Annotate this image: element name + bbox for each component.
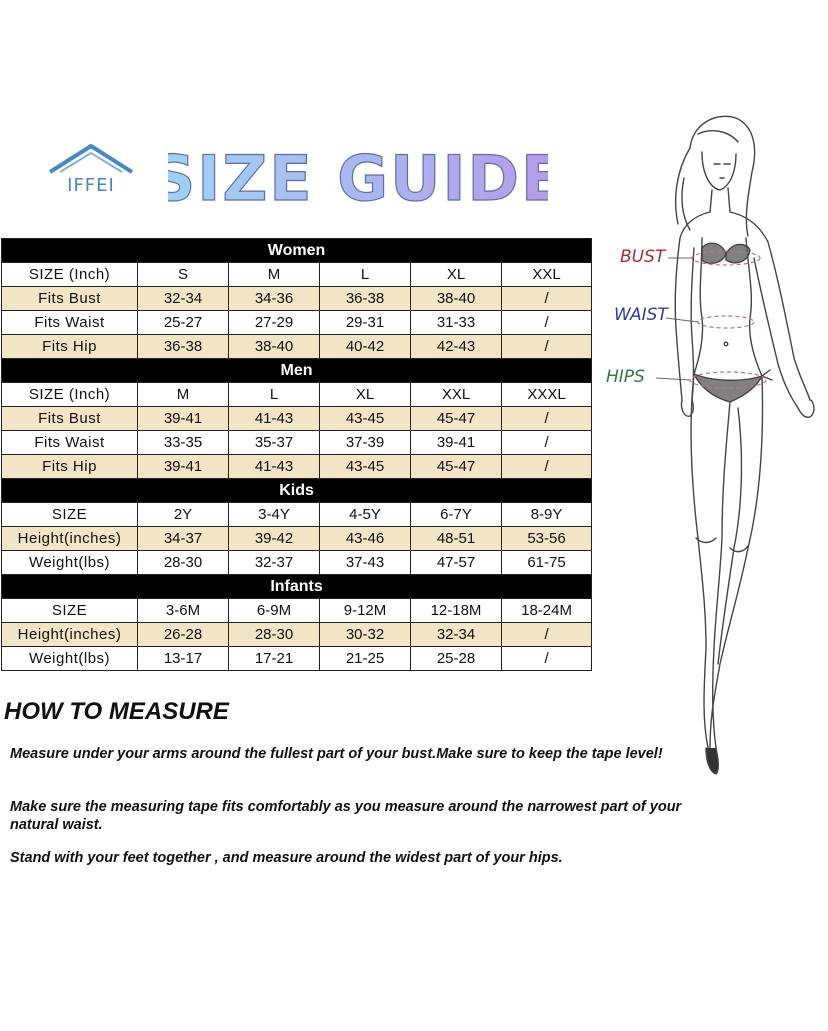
table-row	[2, 623, 592, 647]
woman-sketch-illustration	[598, 108, 828, 780]
measurement-cell: 34-37	[138, 527, 229, 551]
table-row	[2, 287, 592, 311]
measurement-cell: 32-34	[138, 287, 229, 311]
measurement-cell: 43-45	[320, 407, 411, 431]
measurement-cell: 32-34	[411, 623, 502, 647]
table-row	[2, 311, 592, 335]
measurement-cell: 39-41	[411, 431, 502, 455]
hips-instruction: Stand with your feet together , and measure around the widest part of your hips.	[10, 850, 563, 866]
measurement-cell: 38-40	[411, 287, 502, 311]
measurement-cell: 30-32	[320, 623, 411, 647]
size-header-cell: 9-12M	[320, 599, 411, 623]
measurement-cell: /	[502, 335, 592, 359]
table-row	[2, 527, 592, 551]
size-chart-table	[1, 238, 592, 671]
measurement-cell: 34-36	[229, 287, 320, 311]
measurement-cell: 27-29	[229, 311, 320, 335]
size-header-cell: 12-18M	[411, 599, 502, 623]
measurement-cell: 29-31	[320, 311, 411, 335]
women-section-header	[2, 239, 592, 263]
measurement-cell: /	[502, 407, 592, 431]
size-header-cell: 8-9Y	[502, 503, 592, 527]
table-row	[2, 455, 592, 479]
measurement-cell: 31-33	[411, 311, 502, 335]
measurement-cell: 37-43	[320, 551, 411, 575]
measurement-cell: 45-47	[411, 455, 502, 479]
row-label: SIZE	[2, 503, 138, 527]
size-header-cell: 3-4Y	[229, 503, 320, 527]
size-header-cell: XXL	[502, 263, 592, 287]
waist-instruction: Make sure the measuring tape fits comfortably as you measure around the narrowest part of your natural waist.	[10, 799, 682, 833]
measurement-cell: 47-57	[411, 551, 502, 575]
men-section-header	[2, 359, 592, 383]
infants-size-header-row	[2, 599, 592, 623]
size-header-cell: S	[138, 263, 229, 287]
hips-label: HIPS	[606, 367, 645, 387]
measurement-cell: /	[502, 311, 592, 335]
page-title	[168, 128, 548, 218]
measurement-cell: 38-40	[229, 335, 320, 359]
measurement-cell: 33-35	[138, 431, 229, 455]
measurement-cell: 40-42	[320, 335, 411, 359]
size-header-cell: 6-9M	[229, 599, 320, 623]
size-header-cell: XXL	[411, 383, 502, 407]
measurement-cell: 36-38	[320, 287, 411, 311]
size-guide-title: SIZE GUIDE	[168, 142, 548, 215]
measurement-cell: 21-25	[320, 647, 411, 671]
measurement-cell: 25-28	[411, 647, 502, 671]
measurement-cell: 35-37	[229, 431, 320, 455]
measurement-cell: 41-43	[229, 455, 320, 479]
bust-label: BUST	[620, 247, 666, 267]
row-label: Fits Bust	[2, 407, 138, 431]
size-header-cell: L	[320, 263, 411, 287]
size-header-cell: XL	[411, 263, 502, 287]
measurement-cell: 32-37	[229, 551, 320, 575]
measurement-cell: 41-43	[229, 407, 320, 431]
size-header-cell: M	[138, 383, 229, 407]
row-label: Fits Hip	[2, 455, 138, 479]
measurement-cell: 28-30	[229, 623, 320, 647]
measurement-cell: 26-28	[138, 623, 229, 647]
brand-name: IFFEI	[67, 175, 115, 196]
measurement-cell: 43-46	[320, 527, 411, 551]
size-header-cell: 18-24M	[502, 599, 592, 623]
size-header-cell: 2Y	[138, 503, 229, 527]
measurement-cell: 17-21	[229, 647, 320, 671]
women-size-header-row	[2, 263, 592, 287]
kids-size-header-row	[2, 503, 592, 527]
measurement-cell: /	[502, 287, 592, 311]
measurement-cell: 45-47	[411, 407, 502, 431]
waist-label: WAIST	[614, 305, 668, 325]
row-label: SIZE	[2, 599, 138, 623]
row-label: Fits Waist	[2, 311, 138, 335]
size-header-cell: 4-5Y	[320, 503, 411, 527]
row-label: Fits Bust	[2, 287, 138, 311]
size-header-cell: XXXL	[502, 383, 592, 407]
table-row	[2, 431, 592, 455]
table-row	[2, 407, 592, 431]
section-title: Kids	[2, 479, 592, 503]
row-label: SIZE (Inch)	[2, 263, 138, 287]
size-header-cell: L	[229, 383, 320, 407]
table-row	[2, 551, 592, 575]
row-label: Fits Hip	[2, 335, 138, 359]
measurement-cell: /	[502, 647, 592, 671]
measurement-cell: 39-41	[138, 455, 229, 479]
section-title: Men	[2, 359, 592, 383]
measurement-cell: /	[502, 431, 592, 455]
measurement-cell: 28-30	[138, 551, 229, 575]
men-size-header-row	[2, 383, 592, 407]
measurement-cell: 25-27	[138, 311, 229, 335]
row-label: Weight(lbs)	[2, 551, 138, 575]
measurement-cell: 36-38	[138, 335, 229, 359]
measurement-cell: /	[502, 455, 592, 479]
measurement-cell: 13-17	[138, 647, 229, 671]
measurement-cell: 43-45	[320, 455, 411, 479]
kids-section-header	[2, 479, 592, 503]
size-header-cell: 6-7Y	[411, 503, 502, 527]
body-measurement-figure	[598, 108, 828, 780]
bust-instruction: Measure under your arms around the fullest part of your bust.Make sure to keep the tape level!	[10, 746, 663, 762]
row-label: SIZE (Inch)	[2, 383, 138, 407]
measurement-cell: 53-56	[502, 527, 592, 551]
row-label: Height(inches)	[2, 623, 138, 647]
section-title: Infants	[2, 575, 592, 599]
measurement-cell: 39-41	[138, 407, 229, 431]
table-row	[2, 335, 592, 359]
measurement-cell: 37-39	[320, 431, 411, 455]
measurement-cell: 61-75	[502, 551, 592, 575]
size-header-cell: 3-6M	[138, 599, 229, 623]
size-header-cell: XL	[320, 383, 411, 407]
row-label: Height(inches)	[2, 527, 138, 551]
section-title: Women	[2, 239, 592, 263]
measurement-cell: 48-51	[411, 527, 502, 551]
table-row	[2, 647, 592, 671]
size-header-cell: M	[229, 263, 320, 287]
how-to-measure-heading: HOW TO MEASURE	[4, 698, 229, 725]
measurement-cell: /	[502, 623, 592, 647]
measurement-cell: 42-43	[411, 335, 502, 359]
infants-section-header	[2, 575, 592, 599]
row-label: Weight(lbs)	[2, 647, 138, 671]
measurement-cell: 39-42	[229, 527, 320, 551]
row-label: Fits Waist	[2, 431, 138, 455]
brand-logo	[44, 142, 138, 202]
